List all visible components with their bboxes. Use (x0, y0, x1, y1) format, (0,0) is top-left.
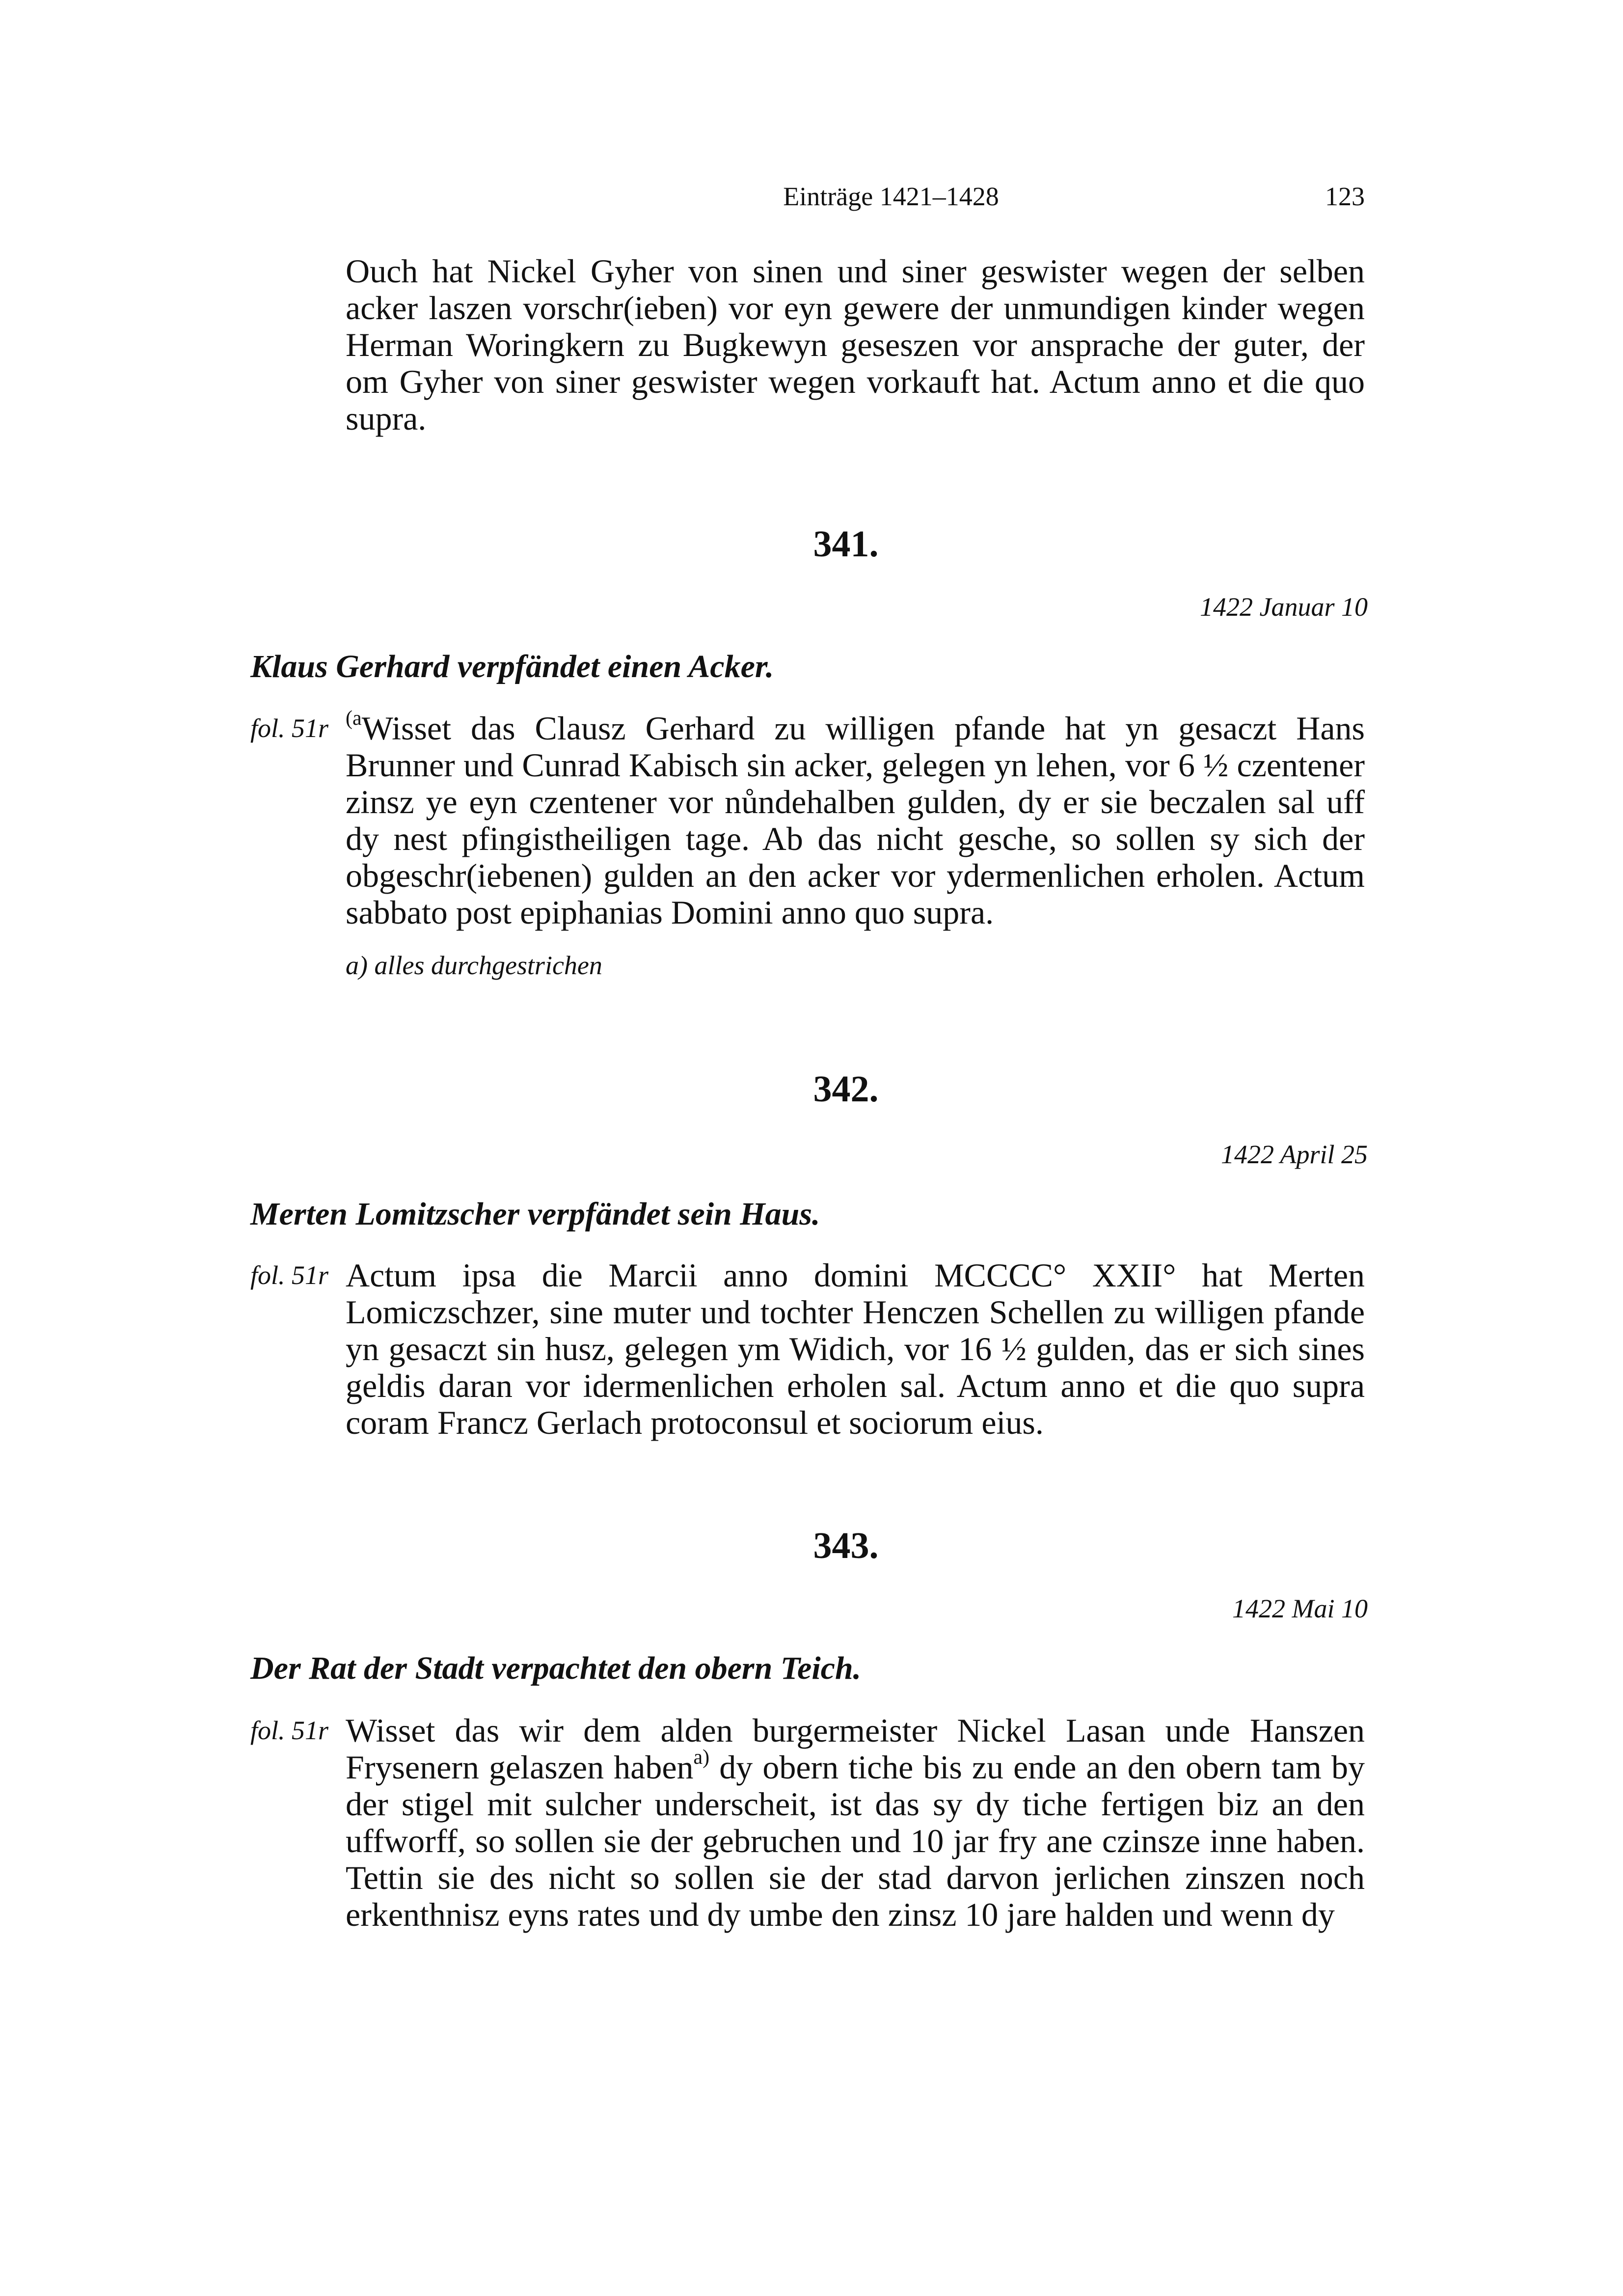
entry-text-341 (346, 707, 1365, 931)
footnote-341: a) alles durchgestrichen (346, 951, 602, 980)
entry-number-341: 341. (813, 523, 879, 565)
folio-ref-342: fol. 51r (250, 1260, 329, 1290)
note-marker-a-343: a) (693, 1746, 710, 1769)
entry-heading-342: Merten Lomitzscher verpfändet sein Haus. (250, 1196, 820, 1232)
running-head (344, 174, 1365, 219)
entry-text-341-body: Wisset das Clausz Gerhard zu willigen pfande hat yn gesaczt Hans Brunner und Cunrad Kabisch sin acker, gelegen yn lehen, vor 6 ½ czentener zinsz ye eyn czentener vor nůndehalben gulden, dy er sie beczalen sal uff dy nest pfingistheiligen tage. Ab das nicht gesche, so sollen sy sich der obgeschr(iebenen) gulden an den acker vor ydermenlichen erholen. Actum sabbato post epiphanias Domini anno quo supra. (346, 710, 1365, 931)
entry-number-342: 342. (813, 1068, 879, 1110)
note-marker-a: (a (346, 707, 362, 730)
entry-heading-341: Klaus Gerhard verpfändet einen Acker. (250, 649, 774, 684)
page-number: 123 (1325, 182, 1365, 211)
entry-text-343-part2: dy obern tiche bis zu ende an den obern tam by der stigel mit sulcher underscheit, ist das sy dy tiche fertigen biz an den uffworff, so sollen sie der gebruchen und 10 jar fry ane czinsze inne haben. Tettin sie des nicht so sollen sie der stad darvon jerlichen zinszen noch erkenthnisz eyns rates und dy umbe den zinsz 10 jare halden und wenn dy (346, 1749, 1365, 1933)
running-title: Einträge 1421–1428 (783, 182, 999, 211)
folio-ref-343: fol. 51r (250, 1716, 329, 1745)
folio-ref-341: fol. 51r (250, 713, 329, 743)
entry-date-341: 1422 Januar 10 (1200, 592, 1368, 622)
intro-paragraph: Ouch hat Nickel Gyher von sinen und siner geswister wegen der selben acker laszen vorschr(ieben) vor eyn gewere der unmundigen kinder wegen Herman Woringkern zu Bugkewyn geseszen vor ansprache der guter, der om Gyher von siner geswister wegen vorkauft hat. Actum anno et die quo supra. (346, 252, 1365, 437)
entry-heading-343: Der Rat der Stadt verpachtet den obern Teich. (250, 1650, 862, 1686)
entry-date-342: 1422 April 25 (1220, 1140, 1368, 1169)
entry-text-343 (346, 1712, 1365, 1933)
entry-text-343-part1: Wisset das wir dem alden burgermeister Nickel Lasan unde Hanszen Frysenern gelaszen haben (346, 1712, 1365, 1786)
entry-date-343: 1422 Mai 10 (1232, 1594, 1368, 1623)
entry-number-343: 343. (813, 1525, 879, 1566)
entry-text-342: Actum ipsa die Marcii anno domini MCCCC° XXII° hat Merten Lomiczschzer, sine muter und tochter Henczen Schellen zu willigen pfande yn gesaczt sin husz, gelegen ym Widich, vor 16 ½ gulden, das er sich sines geldis daran vor idermenlichen erholen sal. Actum anno et die quo supra coram Francz Gerlach protoconsul et sociorum eius. (346, 1257, 1365, 1441)
